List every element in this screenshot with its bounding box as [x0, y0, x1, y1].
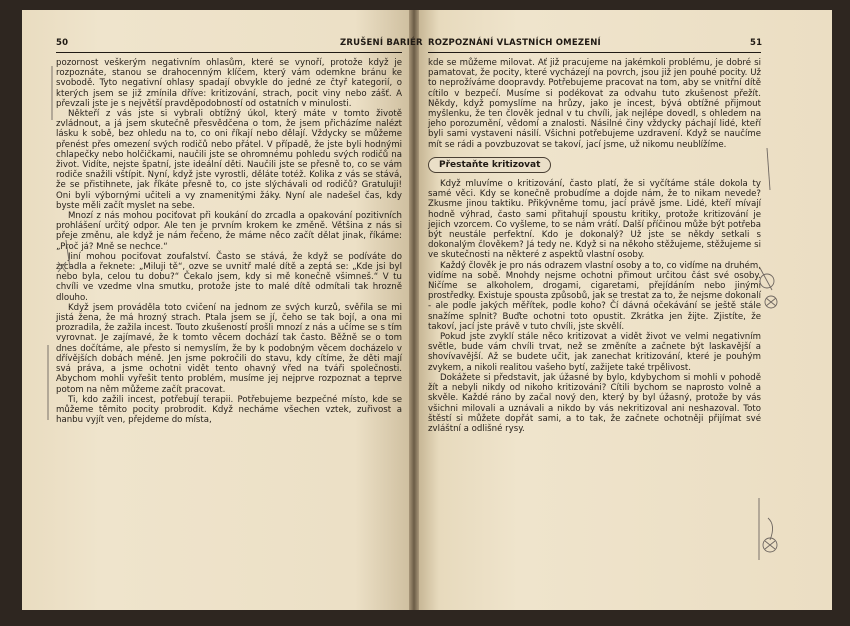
margin-bracket-left-2 — [66, 240, 70, 268]
margin-bracket-right-1 — [767, 148, 770, 190]
paragraph: Když mluvíme o kritizování, často platí, že si vyčítáme stále dokola ty samé věci. Kdy se konečně probudíme a dojde nám, že to nikam nevede? Zkusme jinou taktiku. Přikývněme tomu, jací právě jsme. Lidé, kteří mívají hodně výhrad, často sami přitahují spoustu kritiky, protože kritizování je jejich vzorcem. Co vyšleme, to se nám vrátí. Další příčinou může být potřeba být neustále perfektní. Kdo je dokonalý? Už jste se někdy setkali s dokonalým člověkem? Já tedy ne. Když si na někoho stěžujeme, stěžujeme si ve skutečnosti na některé z aspektů vlastní osoby. — [428, 179, 761, 261]
paragraph: Někteří z vás jste si vybrali obtížný úkol, který máte v tomto životě zvládnout, a já jsem skutečně přesvědčena o tom, že jsem přicházíme nalézt lásku k sobě, bez ohledu na to, co oni říkají nebo dělají. Vždycky se můžeme přenést přes omezení svých rodičů nebo přátel. V případě, že jste byli hodnými chlapečky nebo holčičkami, naučili jste se ohromnému pohledu svých rodičů na život. Vidíte, nejste špatní, jste ideální děti. Naučili jste se přesně to, co se vám rodiče snažili vštípit. Nyní, když jste vyrostli, děláte totéž. Kolika z vás se stává, že se přistihnete, jak říkáte přesně to, co jste slýchávali od rodičů? Gratuluji! Oni byli výbornými učiteli a vy znamenitými žáky. Nyní ale nadešel čas, kdy byste měli začít myslet na sebe. — [56, 109, 402, 211]
left-running-header: ZRUŠENÍ BARIÉR — [340, 38, 423, 48]
margin-x-mark-left — [58, 262, 66, 272]
paragraph: Když jsem prováděla toto cvičení na jednom ze svých kurzů, svěřila se mi jistá žena, že má hrozný strach. Ptala jsem se jí, čeho se tak bojí, a ona mi prozradila, že zažila incest. Touto zkušeností prošli mnozí z nás a učíme se s tím vyrovnat. Je zajímavé, že k tomto věcem dochází tak často. Běžně se o tom dnes dočítáme, ale přesto si nemyslím, že by k podobným věcem docházelo v dřívějších dobách méně. Jen jsme pokročili do stavu, kdy cítíme, že děti mají svá práva, a jsme ochotni vidět tento ohavný vřed na tváři společnosti. Abychom mohli vyřešit tento problém, musíme jej nejprve rozpoznat a teprve potom na něm můžeme začít pracovat. — [56, 302, 402, 395]
margin-curve-right — [768, 518, 773, 540]
margin-x-mark-right-2 — [765, 541, 775, 549]
paragraph: Ti, kdo zažili incest, potřebují terapii. Potřebujeme bezpečné místo, kde se můžeme těmito pocity probrodit. Když necháme všechen vztek, zuřivost a hanbu vyjít ven, přejdeme do místa, — [56, 394, 402, 426]
paragraph: Mnozí z nás mohou pociťovat při koukání do zrcadla a opakování pozitivních prohlášení určitý odpor. Ale ten je prvním krokem ke změně. Většina z nás si přeje změnu, ale když je nám řečeno, že máme něco začít dělat jinak, říkáme: „Proč já? Mně se nechce.“ — [56, 211, 402, 252]
paragraph: kde se můžeme milovat. Ať již pracujeme na jakémkoli problému, je dobré si pamatovat, že pocity, které vycházejí na povrch, jsou již jen pouhé pocity. Už to neprožíváme doopravdy. Potřebujeme pracovat na tom, aby se vnitřní dítě cítilo v bezpečí. Musíme si podékovat za odvahu tuto zkušenost přežít. Někdy, když pomyslíme na hrůzy, jako je incest, bývá obtížné přijmout myšlenku, že ten člověk jednal v tu chvíli, jak nejlépe dovedl, s ohledem na jeho porozumění, vědomí a znalosti. Násilné činy vždycky páchají lidé, kteří byli sami vystaveni násilí. Všichni potřebujeme uzdravení. Když se naučíme mít se rádi a povzbuzovat se takoví, jací jsme, už nikomu neublížíme. — [428, 58, 761, 150]
margin-x-mark-right-1 — [766, 298, 776, 306]
paragraph: Každý člověk je pro nás odrazem vlastní osoby a to, co vidíme na druhém, vidíme na sobě. Mnohdy nejsme ochotni přimout určitou část své osoby. Ničíme se alkoholem, drogami, cigaretami, přejídáním nebo jinými prostředky. Existuje spousta způsobů, jak se trestat za to, že nejsme dokonalí - ale podle jakých měřítek, podle koho? Čí dávná očekávání se ještě stále snažíme splnit? Buďte ochotni toto opustit. Zkrátka jen žijte. Zjistíte, že takoví, jací jste právě v tuto chvíli, jste skvělí. — [428, 260, 761, 332]
left-page-number: 50 — [56, 38, 69, 48]
paragraph: Dokážete si představit, jak úžasné by bylo, kdybychom si mohli v pohodě žít a nebyli nikdy od nikoho kritizováni? Cítili bychom se naprosto volně a skvěle. Každé ráno by začal nový den, který by byl úžasný, protože by vás všichni milovali a uznávali a nikdo by vás nekritizoval ani neshazoval. Toto štěstí si můžete dopřát sami, a to tak, že začnete ochotněji přijímat své zvláštní a odlišné rysy. — [428, 372, 761, 434]
paragraph: pozornost veškerým negativním ohlasům, které se vynoří, protože když je rozpoznáte, stanou se drahocenným klíčem, který vám odemkne bránu ke svobodě. Tyto negativní ohlasy spadají obvykle do jedné ze čtyř kategorií, o kterých jsem se již zmínila dříve: kritizování, strach, pocit viny nebo zášť. A převzali jste je s největší pravděpodobností od ostatních v minulosti. — [56, 58, 402, 109]
margin-stroke-right — [760, 268, 772, 290]
right-running-header: ROZPOZNÁNÍ VLASTNÍCH OMEZENÍ — [428, 38, 601, 48]
paragraph: Pokud jste zvyklí stále něco kritizovat a vidět život ve velmi negativním světle, bude vám chvíli trvat, než se změníte a začnete být laskavější a shovívavější. Až se budete učit, jak zanechat kritizování, které je pouhým zvykem, a nikoli realitou vašeho bytí, zažijete také trpělivost. — [428, 332, 761, 373]
right-page-number: 51 — [750, 38, 763, 48]
paragraph: Jiní mohou pociťovat zoufalství. Často se stává, že když se podíváte do zrcadla a řeknete: „Miluji tě“, ozve se uvnitř malé dítě a zeptá se: „Kde jsi byl nebo byla, celou tu dobu?“ Čekalo jsem, kdy si mě konečně všimneš.“ V tu chvíli ve vzedme vlna smutku, protože jste to malé dítě odmítali tak hrozně dlouho. — [56, 251, 402, 303]
section-heading: Přestaňte kritizovat — [428, 157, 551, 173]
